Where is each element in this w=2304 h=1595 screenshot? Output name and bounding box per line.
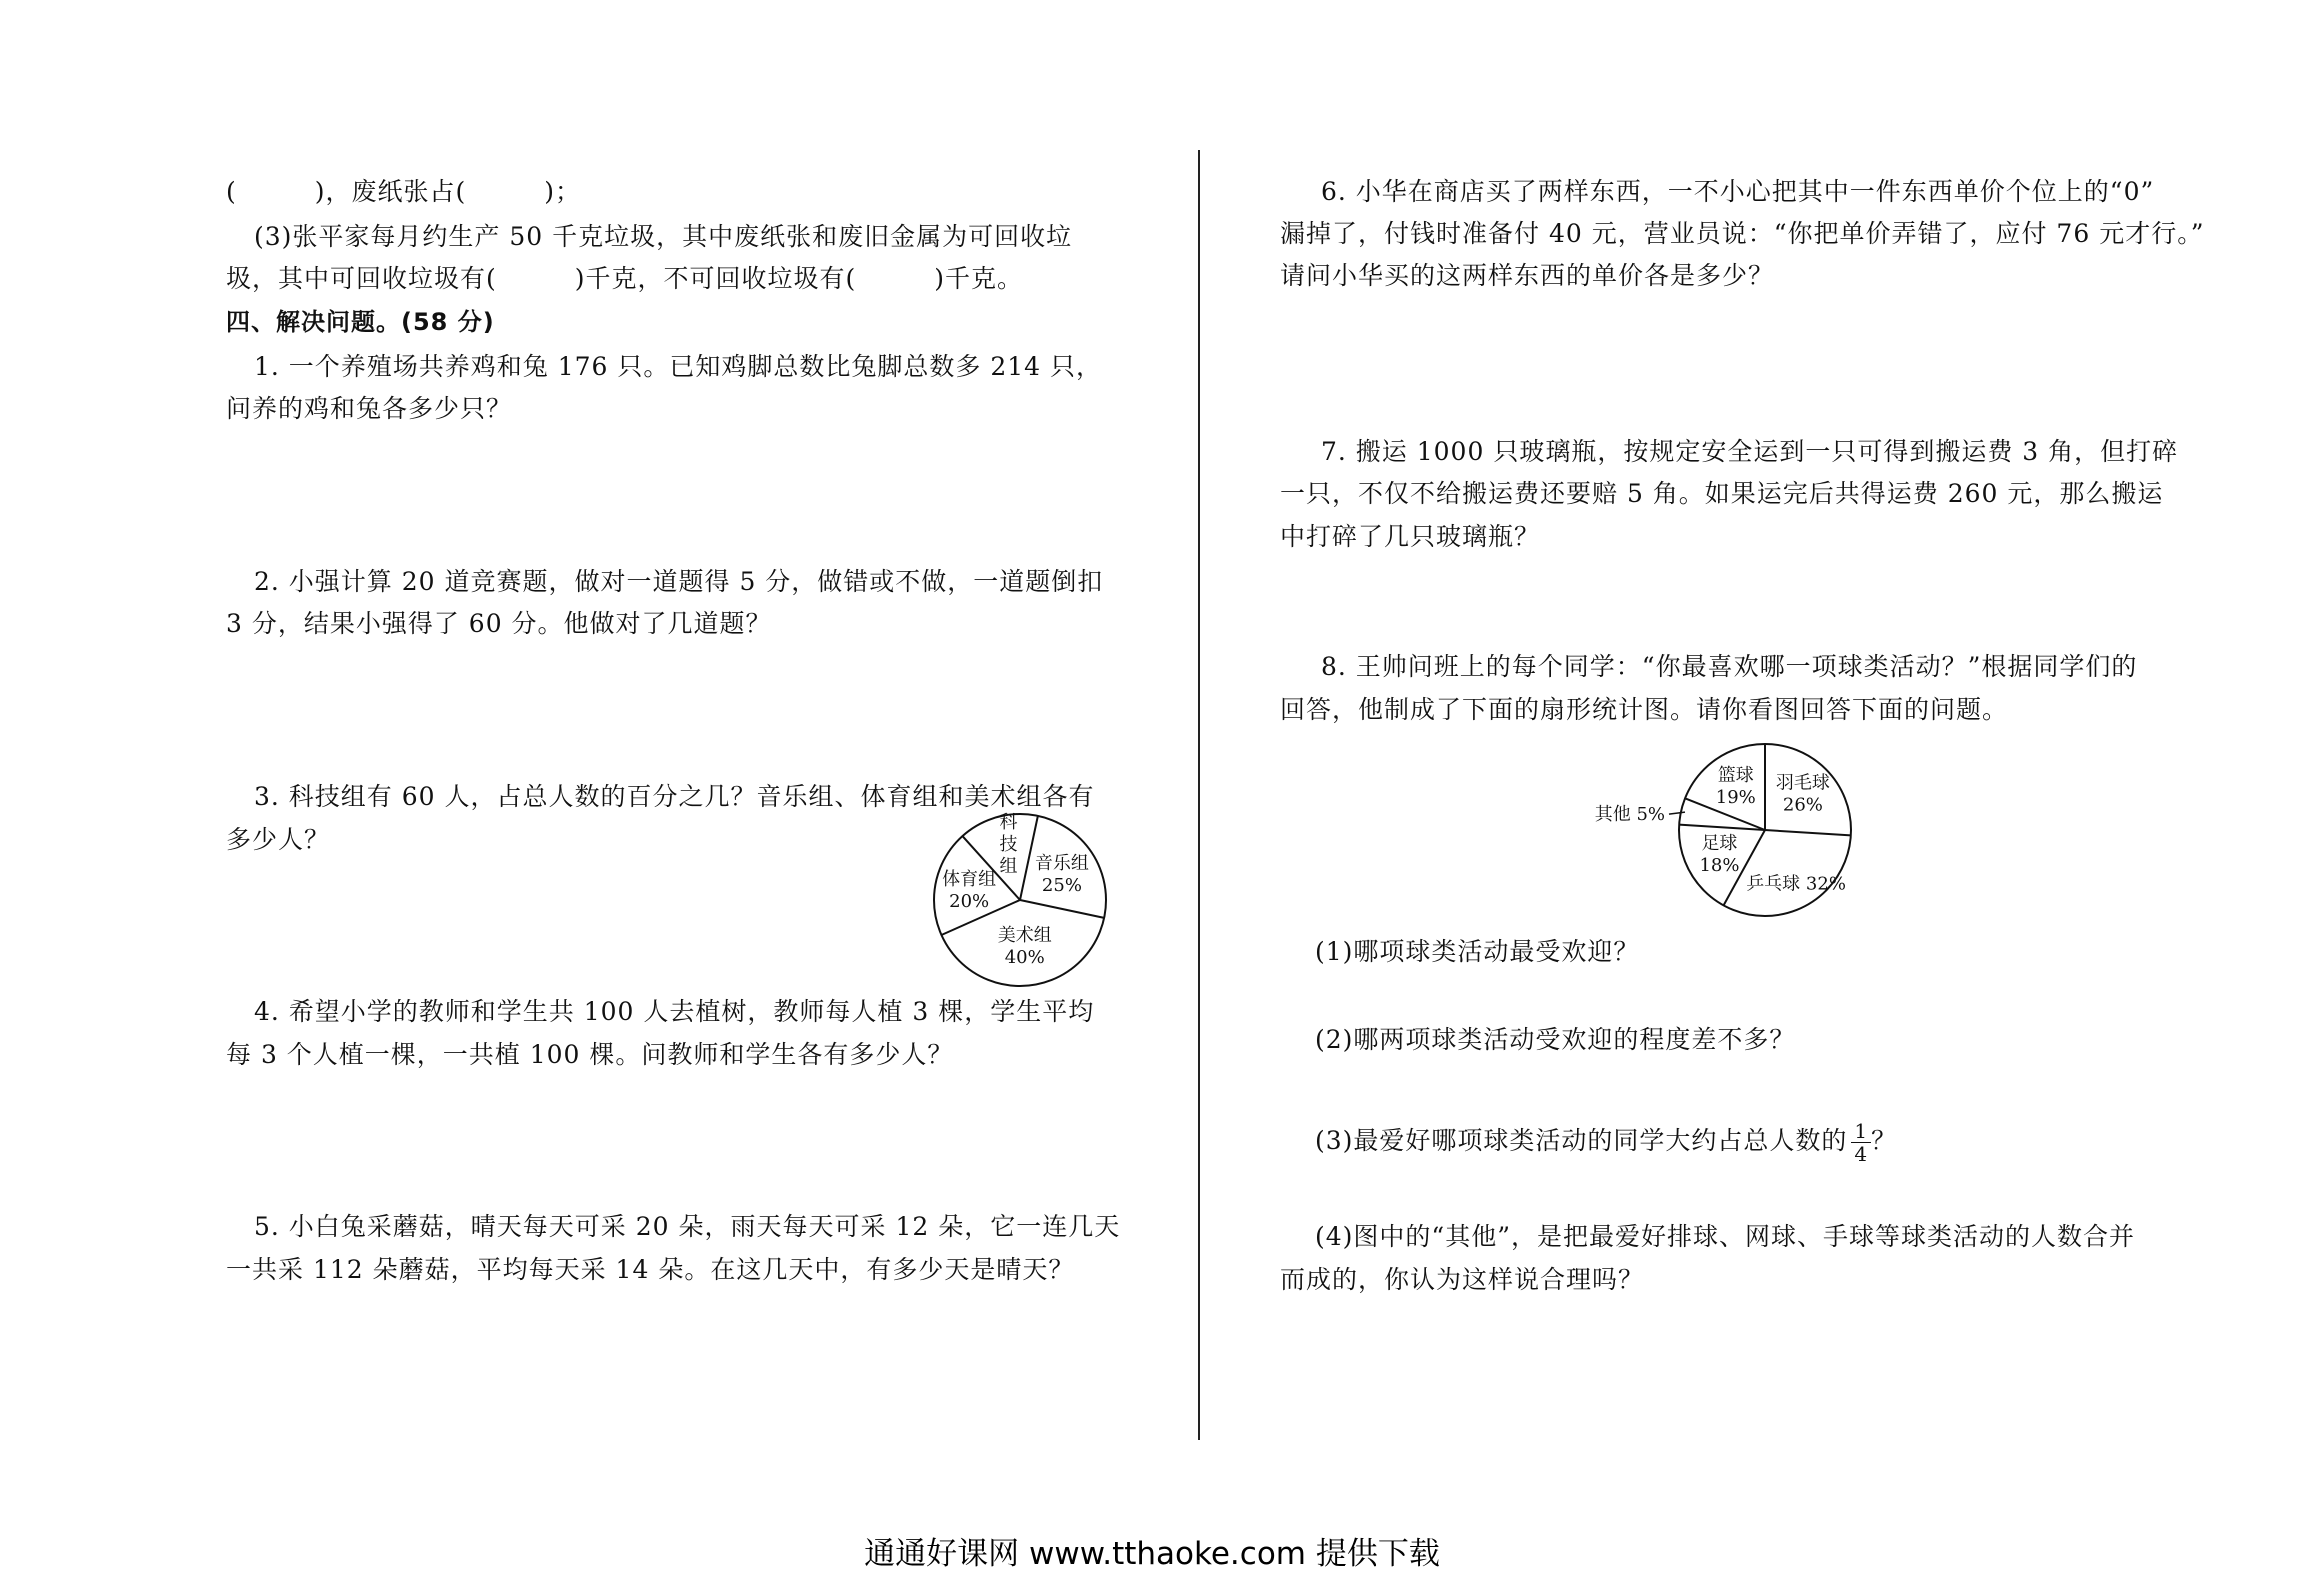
slice-label: 篮球	[1717, 764, 1754, 786]
sub-question-2: (2)哪两项球类活动受欢迎的程度差不多？	[1315, 1025, 1796, 1054]
question-1: 1. 一个养殖场共养鸡和兔 176 只。已知鸡脚总数比兔脚总数多 214 只，	[254, 352, 1103, 381]
question-8: 8. 王帅问班上的每个同学：“你最喜欢哪一项球类活动？”根据同学们的	[1321, 652, 2138, 681]
question-5: 5. 小白兔采蘑菇，晴天每天可采 20 朵，雨天每天可采 12 朵，它一连几天	[254, 1212, 1121, 1241]
slice-label: 乒乓球 32%	[1746, 873, 1846, 895]
pie-slice-boundary	[1020, 900, 1104, 918]
slice-value: 25%	[1041, 874, 1082, 896]
question-text: 圾，其中可回收垃圾有( )千克，不可回收垃圾有( )千克。	[226, 264, 1024, 293]
fill-in-line: ( )，废纸张占( )；	[226, 177, 582, 206]
section-heading: 四、解决问题。(58 分)	[226, 308, 495, 336]
slice-value: 26%	[1782, 794, 1823, 816]
question-6-cont: 漏掉了，付钱时准备付 40 元，营业员说：“你把单价弄错了，应付 76 元才行。”	[1280, 219, 2205, 248]
question-4: 4. 希望小学的教师和学生共 100 人去植树，教师每人植 3 棵，学生平均	[254, 997, 1095, 1026]
footer-watermark: 通通好课网 www.tthaoke.com 提供下载	[864, 1536, 1440, 1572]
question-text: (3)张平家每月约生产 50 千克垃圾，其中废纸张和废旧金属为可回收垃	[254, 222, 1073, 251]
question-3: 3. 科技组有 60 人，占总人数的百分之几？音乐组、体育组和美术组各有	[254, 782, 1095, 811]
slice-value: 19%	[1715, 786, 1756, 808]
sub-question-3: (3)最爱好哪项球类活动的同学大约占总人数的 $\frac{1}{4}$ ？	[1315, 1119, 1898, 1166]
question-7: 7. 搬运 1000 只玻璃瓶，按规定安全运到一只可得到搬运费 3 角，但打碎	[1321, 437, 2179, 466]
slice-label: 组	[999, 856, 1018, 877]
question-7-cont: 一只，不仅不给搬运费还要赔 5 角。如果运完后共得运费 260 元，那么搬运	[1280, 479, 2164, 508]
slice-label: 其他 5%	[1594, 804, 1665, 826]
slice-label: 音乐组	[1034, 852, 1089, 874]
question-6: 6. 小华在商店买了两样东西，一不小心把其中一件东西单价个位上的“0”	[1321, 177, 2155, 206]
slice-label: 足球	[1701, 833, 1738, 855]
slice-label: 羽毛球	[1775, 772, 1830, 794]
pie-slice-boundary	[1765, 830, 1851, 835]
slice-label: 科	[999, 812, 1018, 833]
pie-chart-ball-games	[1577, 738, 1887, 928]
slice-value: 40%	[1004, 946, 1045, 968]
sub-question-4-cont: 而成的，你认为这样说合理吗？	[1280, 1265, 1645, 1294]
leader-line	[1669, 812, 1685, 814]
question-6-cont: 请问小华买的这两样东西的单价各是多少？	[1280, 261, 1775, 290]
slice-label: 体育组	[942, 869, 997, 891]
question-7-cont: 中打碎了几只玻璃瓶？	[1280, 522, 1541, 551]
question-2-cont: 3 分，结果小强得了 60 分。他做对了几道题？	[226, 609, 772, 638]
slice-label: 技	[999, 834, 1018, 855]
column-divider	[1198, 150, 1200, 1440]
slice-value: 20%	[949, 891, 990, 913]
pie-chart-groups	[925, 800, 1115, 1000]
slice-label: 美术组	[997, 924, 1052, 946]
question-8-cont: 回答，他制成了下面的扇形统计图。请你看图回答下面的问题。	[1280, 695, 2009, 724]
question-2: 2. 小强计算 20 道竞赛题，做对一道题得 5 分，做错或不做，一道题倒扣	[254, 567, 1104, 596]
fraction-one-quarter: $\frac{1}{4}$	[1851, 1120, 1871, 1165]
question-3-cont: 多少人？	[226, 825, 331, 854]
question-4-cont: 每 3 个人植一棵，一共植 100 棵。问教师和学生各有多少人？	[226, 1040, 954, 1069]
slice-value: 18%	[1699, 855, 1740, 877]
question-1-cont: 问养的鸡和兔各多少只？	[226, 394, 513, 423]
question-5-cont: 一共采 112 朵蘑菇，平均每天采 14 朵。在这几天中，有多少天是晴天？	[226, 1255, 1075, 1284]
sub-question-4: (4)图中的“其他”，是把最爱好排球、网球、手球等球类活动的人数合并	[1315, 1222, 2135, 1251]
sub-question-1: (1)哪项球类活动最受欢迎？	[1315, 937, 1640, 966]
